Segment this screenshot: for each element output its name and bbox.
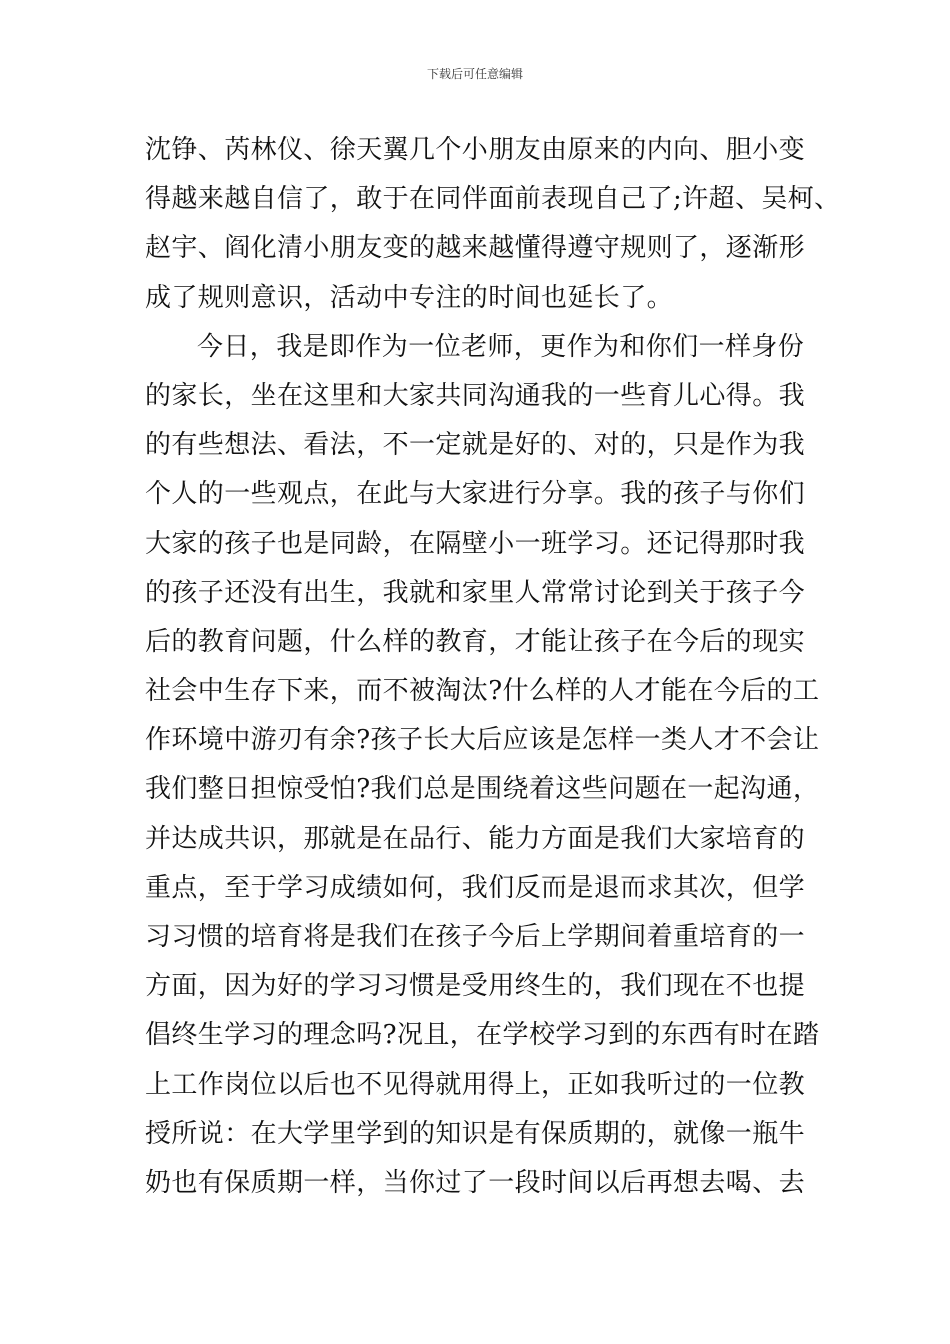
- text-line: 沈铮、芮林仪、徐天翼几个小朋友由原来的内向、胆小变: [145, 135, 806, 165]
- text-line: 成了规则意识，活动中专注的时间也延长了。: [145, 282, 674, 313]
- text-line: 的有些想法、看法，不一定就是好的、对的，只是作为我: [145, 430, 806, 461]
- header-note: 下载后可任意编辑: [426, 67, 523, 81]
- text-line: 赵宇、阎化清小朋友变的越来越懂得遵守规则了，逐渐形: [145, 233, 806, 264]
- paragraph: [145, 323, 820, 1208]
- text-line: 倡终生学习的理念吗?况且，在学校学习到的东西有时在踏: [145, 1020, 820, 1051]
- text-line: 习习惯的培育将是我们在孩子今后上学期间着重培育的一: [145, 922, 806, 952]
- text-line: 今日，我是即作为一位老师，更作为和你们一样身份: [197, 331, 805, 362]
- text-line: 个人的一些观点，在此与大家进行分享。我的孩子与你们: [145, 479, 806, 510]
- paragraph: [145, 126, 841, 323]
- text-line: 得越来越自信了，敢于在同伴面前表现自己了;许超、吴柯、: [145, 184, 841, 215]
- text-line: 大家的孩子也是同龄，在隔壁小一班学习。还记得那时我: [145, 528, 806, 559]
- text-line: 并达成共识，那就是在品行、能力方面是我们大家培育的: [145, 823, 806, 854]
- text-line: 的孩子还没有出生，我就和家里人常常讨论到关于孩子今: [145, 577, 806, 608]
- text-line: 的家长，坐在这里和大家共同沟通我的一些育儿心得。我: [145, 380, 806, 411]
- text-line: 方面，因为好的学习习惯是受用终生的，我们现在不也提: [145, 971, 806, 1002]
- text-line: 授所说：在大学里学到的知识是有保质期的，就像一瓶牛: [145, 1118, 806, 1149]
- text-line: 奶也有保质期一样，当你过了一段时间以后再想去喝、去: [145, 1167, 806, 1198]
- text-line: 社会中生存下来，而不被淘汰?什么样的人才能在今后的工: [145, 676, 820, 707]
- text-line: 上工作岗位以后也不见得就用得上，正如我听过的一位教: [145, 1069, 806, 1100]
- text-line: 作环境中游刃有余?孩子长大后应该是怎样一类人才不会让: [145, 725, 820, 756]
- text-line: 重点，至于学习成绩如何，我们反而是退而求其次，但学: [145, 872, 806, 903]
- document-body: [145, 126, 841, 1208]
- text-line: 后的教育问题，什么样的教育，才能让孩子在今后的现实: [145, 626, 806, 657]
- text-line: 我们整日担惊受怕?我们总是围绕着这些问题在一起沟通，: [145, 774, 820, 805]
